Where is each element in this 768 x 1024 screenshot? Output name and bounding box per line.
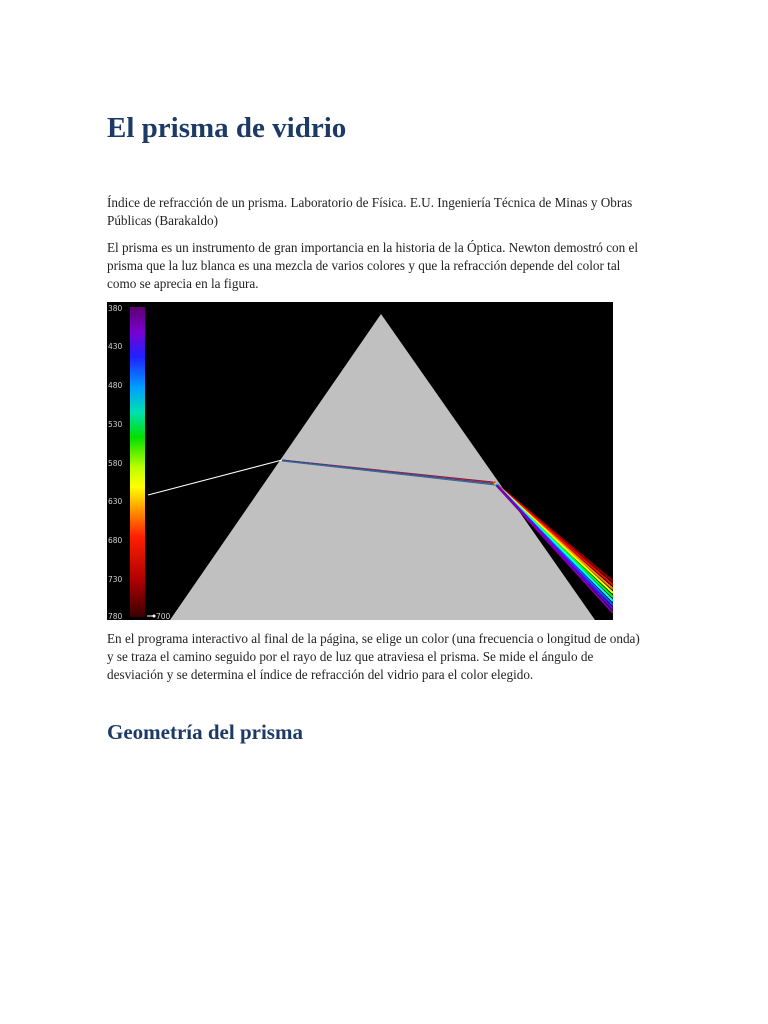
interactive-program-paragraph: En el programa interactivo al final de la página, se elige un color (una frecuencia o longitud de onda) y se traza el camino seguido por el rayo de luz que atraviesa el prisma. Se mide el ángulo de desviación y se determina el índice de refracción del vidrio para el color elegido. (107, 631, 640, 682)
prism-svg (107, 302, 613, 620)
scale-tick: 680 (108, 536, 123, 545)
wavelength-scale-bar (130, 307, 145, 617)
scale-tick: 780 (108, 612, 123, 620)
prism-description-paragraph: El prisma es un instrumento de gran importancia en la historia de la Óptica. Newton demostró con el prisma que la luz blanca es una mezcla de varios colores y que la refracción depende del color tal como se aprecia en la figura. (107, 240, 639, 291)
intro-paragraph: Índice de refracción de un prisma. Laboratorio de Física. E.U. Ingeniería Técnica de Minas y Obras Públicas (Barakaldo) (107, 195, 633, 228)
scale-tick: 530 (108, 420, 123, 429)
page-title: El prisma de vidrio (107, 112, 347, 144)
scale-tick: 630 (108, 497, 123, 506)
scale-ticks (108, 304, 123, 620)
scale-tick: 480 (108, 381, 123, 390)
scale-tick: 730 (108, 575, 123, 584)
section-heading: Geometría del prisma (107, 720, 303, 744)
glass-prism (170, 314, 595, 620)
prism-dispersion-figure (107, 302, 613, 620)
selected-wavelength-label: 700 (156, 612, 171, 620)
scale-tick: 430 (108, 342, 123, 351)
scale-tick: 380 (108, 304, 123, 313)
scale-tick: 580 (108, 459, 123, 468)
